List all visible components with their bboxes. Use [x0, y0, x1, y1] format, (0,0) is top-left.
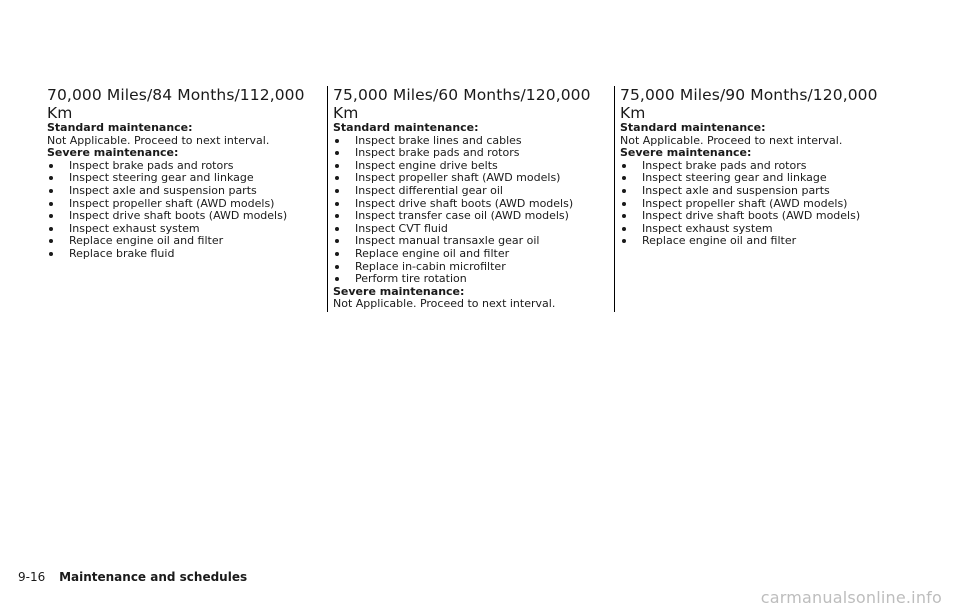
column-divider-2: [614, 86, 615, 312]
maintenance-task-list: [47, 160, 309, 261]
interval-heading-line1: 75,000 Miles/60 Months/120,000: [333, 86, 591, 104]
maintenance-task-item: Inspect steering gear and linkage: [47, 172, 309, 185]
maintenance-task-item: Inspect axle and suspension parts: [620, 185, 882, 198]
maintenance-label: Severe maintenance:: [47, 146, 179, 160]
maintenance-task-item: Inspect axle and suspension parts: [47, 185, 309, 198]
column-75000-miles-90-months: [620, 86, 882, 248]
maintenance-note: Not Applicable. Proceed to next interval.: [620, 133, 843, 147]
maintenance-task-item: Inspect transfer case oil (AWD models): [333, 210, 595, 223]
maintenance-task-item: Inspect engine drive belts: [333, 160, 595, 173]
interval-heading-line1: 70,000 Miles/84 Months/112,000: [47, 86, 305, 104]
maintenance-task-item: Replace engine oil and filter: [620, 235, 882, 248]
interval-heading-line1: 75,000 Miles/90 Months/120,000: [620, 86, 878, 104]
maintenance-task-item: Replace brake fluid: [47, 248, 309, 261]
maintenance-task-item: Inspect steering gear and linkage: [620, 172, 882, 185]
column-75000-miles-60-months: [333, 86, 595, 311]
maintenance-task-item: Inspect drive shaft boots (AWD models): [620, 210, 882, 223]
maintenance-task-list: [620, 160, 882, 248]
interval-heading-line2: Km: [620, 104, 646, 122]
interval-heading: [333, 86, 595, 122]
maintenance-label: Severe maintenance:: [620, 146, 752, 160]
page-footer: [18, 570, 247, 584]
page-number: 9-16: [18, 570, 46, 584]
maintenance-task-item: Inspect drive shaft boots (AWD models): [333, 198, 595, 211]
maintenance-task-item: Inspect brake lines and cables: [333, 135, 595, 148]
interval-heading-line2: Km: [333, 104, 359, 122]
maintenance-task-item: Inspect CVT fluid: [333, 223, 595, 236]
maintenance-label: Standard maintenance:: [620, 121, 766, 134]
maintenance-label: Severe maintenance:: [333, 284, 465, 298]
maintenance-task-item: Replace engine oil and filter: [333, 248, 595, 261]
maintenance-task-item: Inspect brake pads and rotors: [620, 160, 882, 173]
maintenance-task-item: Inspect drive shaft boots (AWD models): [47, 210, 309, 223]
maintenance-label: Standard maintenance:: [333, 121, 479, 134]
maintenance-task-item: Perform tire rotation: [333, 273, 595, 286]
watermark-text: carmanualsonline.info: [760, 588, 942, 607]
maintenance-task-item: Inspect brake pads and rotors: [333, 147, 595, 160]
maintenance-task-list: [333, 135, 595, 286]
maintenance-task-item: Replace engine oil and filter: [47, 235, 309, 248]
maintenance-task-item: Inspect propeller shaft (AWD models): [47, 198, 309, 211]
maintenance-note: Not Applicable. Proceed to next interval.: [333, 297, 556, 311]
maintenance-label: Standard maintenance:: [47, 121, 193, 134]
section-title: Maintenance and schedules: [59, 570, 248, 584]
column-70000-miles: [47, 86, 309, 261]
column-divider-1: [327, 86, 328, 312]
maintenance-task-item: Replace in-cabin microfilter: [333, 261, 595, 274]
maintenance-task-item: Inspect differential gear oil: [333, 185, 595, 198]
interval-heading: [620, 86, 882, 122]
maintenance-task-item: Inspect brake pads and rotors: [47, 160, 309, 173]
maintenance-task-item: Inspect propeller shaft (AWD models): [620, 198, 882, 211]
interval-heading: [47, 86, 309, 122]
maintenance-note: Not Applicable. Proceed to next interval.: [47, 133, 270, 147]
maintenance-task-item: Inspect manual transaxle gear oil: [333, 235, 595, 248]
maintenance-task-item: Inspect exhaust system: [47, 223, 309, 236]
maintenance-task-item: Inspect propeller shaft (AWD models): [333, 172, 595, 185]
interval-heading-line2: Km: [47, 104, 73, 122]
maintenance-task-item: Inspect exhaust system: [620, 223, 882, 236]
